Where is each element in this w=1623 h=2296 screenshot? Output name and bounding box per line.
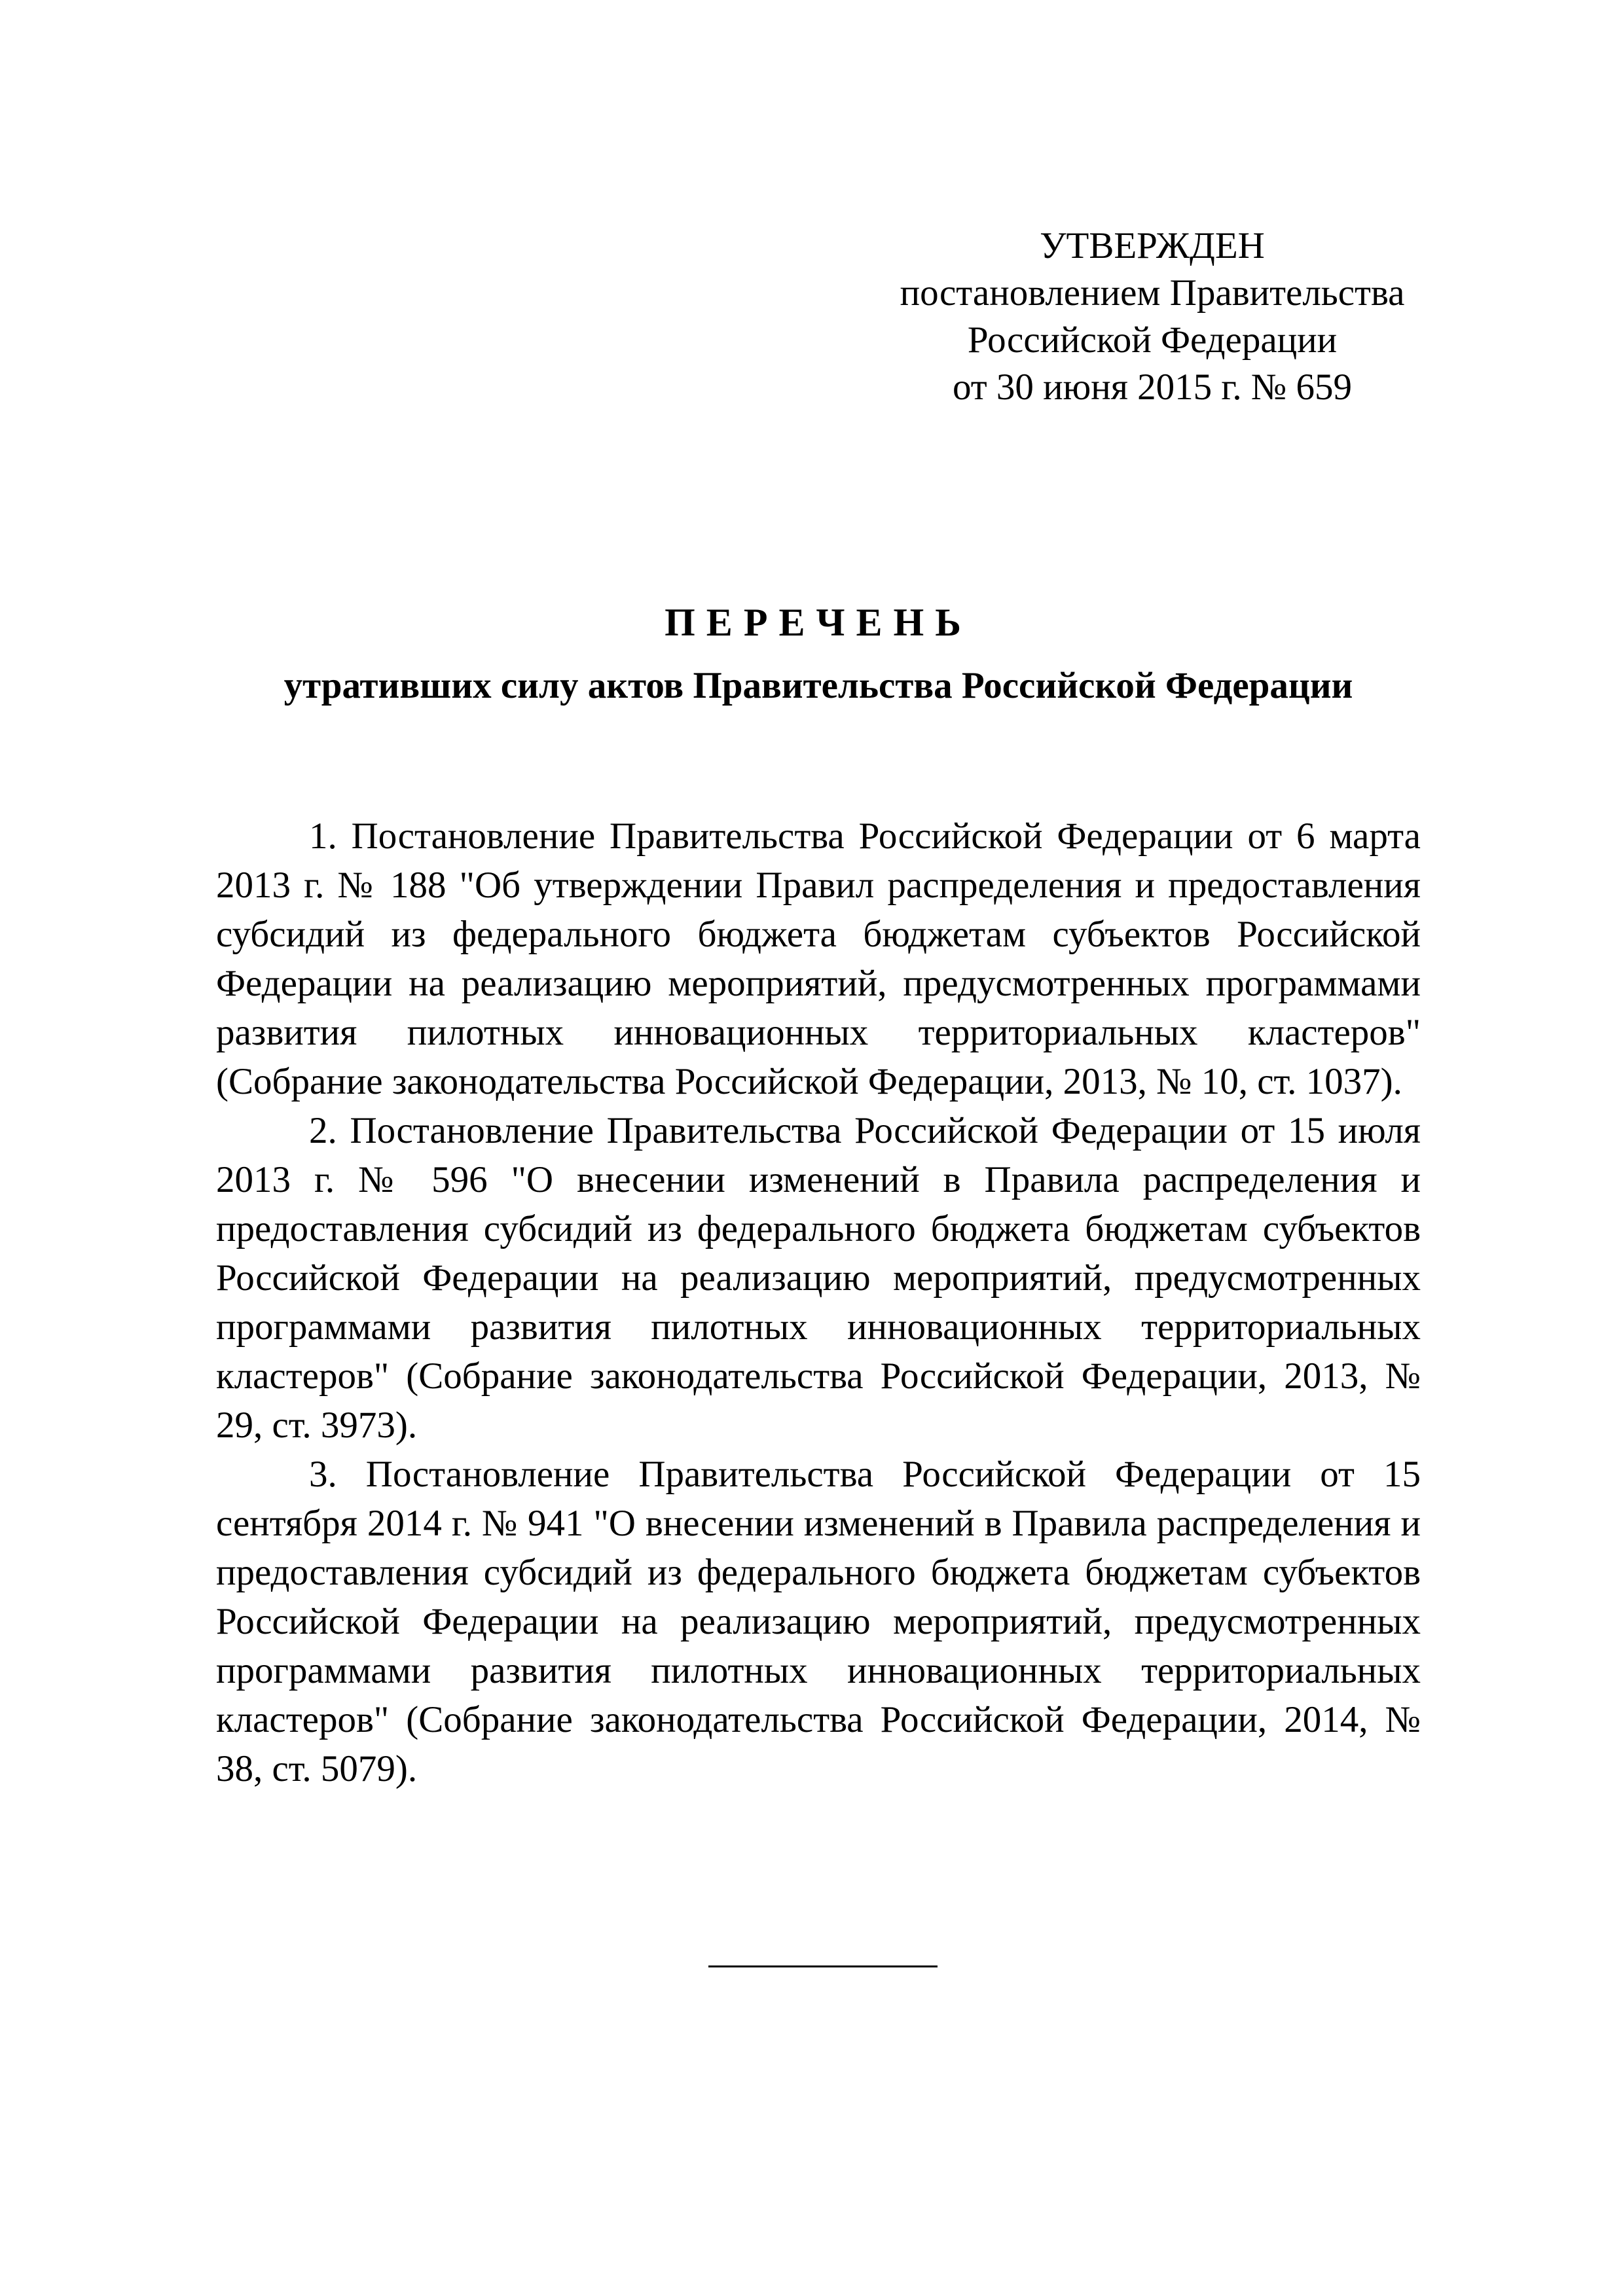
approval-stamp	[871, 223, 1434, 411]
approval-date-number: от 30 июня 2015 г. № 659	[952, 367, 1353, 408]
list-item: 3. Постановление Правительства Российской Федерации от 15 сентября 2014 г. № 941 "О внесении изменений в Правила распределения и предоставления субсидий из федерального бюджета бюджетам субъектов Российской Федерации на реализацию мероприятий, предусмотренных программами развития пилотных инновационных территориальных кластеров" (Собрание законодательства Российской Федерации, 2014, № 38, ст. 5079).	[216, 1454, 1421, 1789]
approval-authority: постановлением Правительства	[900, 272, 1405, 314]
acts-list	[216, 812, 1421, 1793]
end-divider	[708, 1965, 938, 1967]
document-title: ПЕРЕЧЕНЬ	[665, 601, 972, 644]
approval-heading: УТВЕРЖДЕН	[1040, 225, 1265, 266]
document-subtitle: утративших силу актов Правительства Российской Федерации	[283, 665, 1353, 706]
approval-country: Российской Федерации	[967, 319, 1338, 361]
list-item: 2. Постановление Правительства Российской Федерации от 15 июля 2013 г. № 596 "О внесении изменений в Правила распределения и предоставления субсидий из федерального бюджета бюджетам субъектов Российской Федерации на реализацию мероприятий, предусмотренных программами развития пилотных инновационных территориальных кластеров" (Собрание законодательства Российской Федерации, 2013, № 29, ст. 3973).	[216, 1110, 1421, 1446]
list-item: 1. Постановление Правительства Российской Федерации от 6 марта 2013 г. № 188 "Об утверждении Правил распределения и предоставления субсидий из федерального бюджета бюджетам субъектов Российской Федерации на реализацию мероприятий, предусмотренных программами развития пилотных инновационных территориальных кластеров" (Собрание законодательства Российской Федерации, 2013, № 10, ст. 1037).	[216, 816, 1421, 1102]
